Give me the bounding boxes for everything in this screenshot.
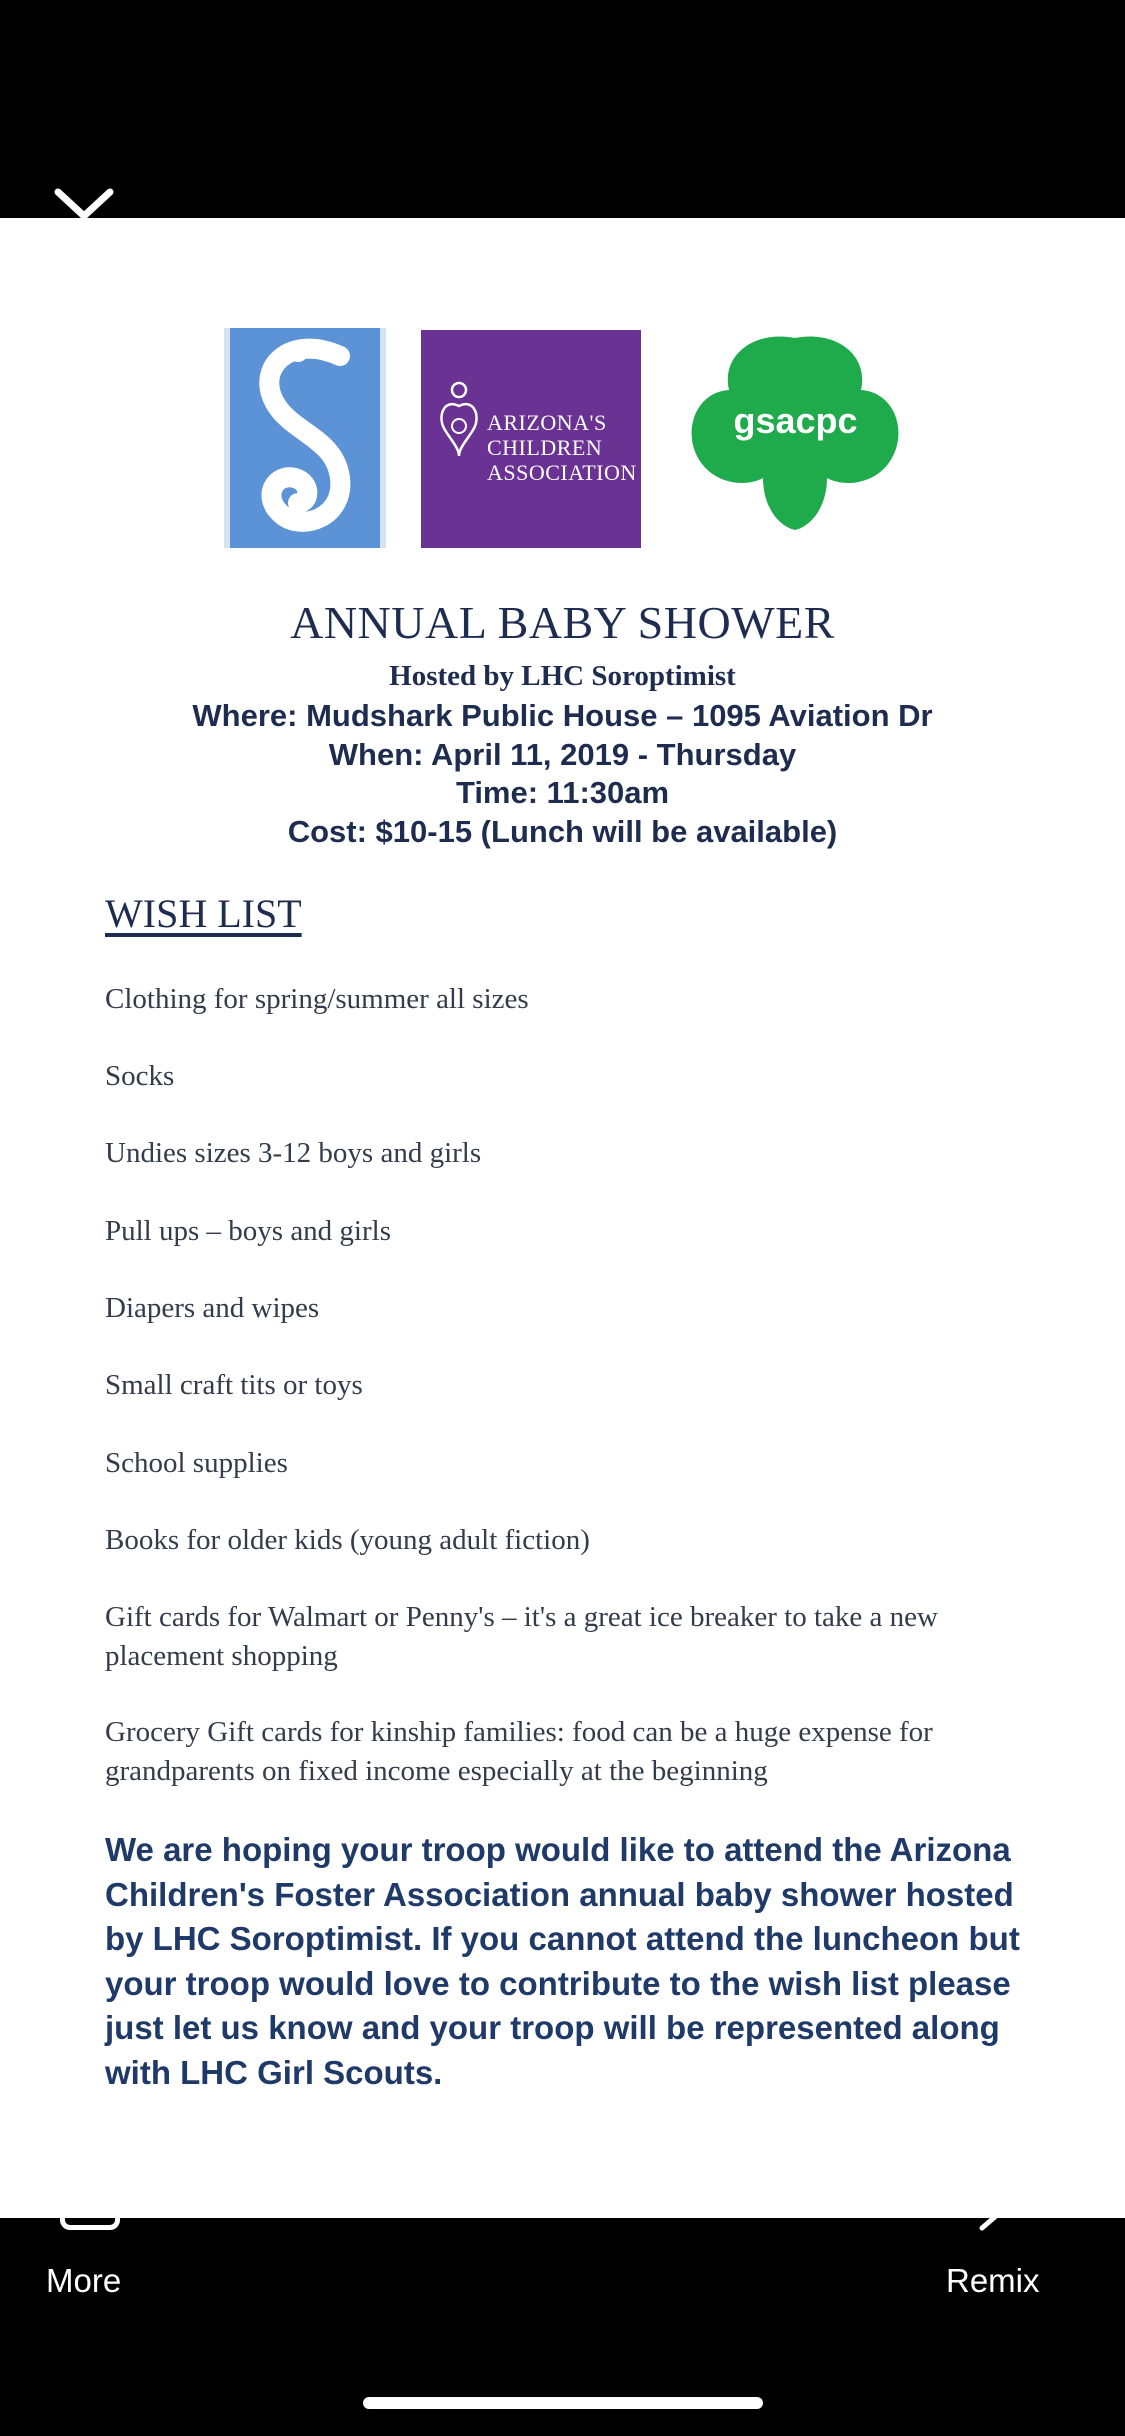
more-button[interactable]: More <box>46 2262 122 2299</box>
wish-list-item: Gift cards for Walmart or Penny's – it's a great ice breaker to take a new placement shopping <box>105 1601 938 1672</box>
wish-list-item: Books for older kids (young adult fiction) <box>105 1524 590 1556</box>
event-host: Hosted by LHC Soroptimist <box>389 660 736 692</box>
wish-list-item: Pull ups – boys and girls <box>105 1215 391 1247</box>
flyer-image <box>0 218 1125 2218</box>
wish-list-item: School supplies <box>105 1447 288 1479</box>
gsacpc-logo-text: gsacpc <box>733 400 858 441</box>
logo-row <box>0 328 1125 553</box>
top-bar <box>0 0 1125 218</box>
event-cost: Cost: $10-15 (Lunch will be available) <box>287 814 838 849</box>
event-when: When: April 11, 2019 - Thursday <box>328 737 797 772</box>
event-where: Where: Mudshark Public House – 1095 Aviation Dr <box>192 698 933 733</box>
soroptimist-logo <box>230 328 380 548</box>
arizonas-childrens-association-logo <box>421 330 641 548</box>
remix-button[interactable]: Remix <box>946 2262 1040 2299</box>
wish-list-item: Undies sizes 3-12 boys and girls <box>105 1137 482 1169</box>
wish-list-item: Clothing for spring/summer all sizes <box>105 983 529 1015</box>
heart-figure-icon <box>433 378 485 468</box>
wish-list-item: Diapers and wipes <box>105 1292 320 1324</box>
event-title: ANNUAL BABY SHOWER <box>290 597 835 648</box>
chevron-down-icon <box>52 186 116 226</box>
share-icon[interactable] <box>60 2218 120 2230</box>
aca-logo-text: ARIZONA'S CHILDREN ASSOCIATION <box>487 410 637 485</box>
wish-list-title: WISH LIST <box>105 891 302 936</box>
wish-list-item: Small craft tits or toys <box>105 1369 363 1401</box>
girl-scouts-logo <box>683 328 908 533</box>
soroptimist-s-icon <box>230 328 380 548</box>
remix-icon[interactable] <box>978 2210 1000 2232</box>
wish-list-item: Grocery Gift cards for kinship families: food can be a huge expense for grandparents on fixed income especially at the beginning <box>105 1716 933 1787</box>
home-indicator[interactable] <box>363 2397 763 2409</box>
close-button[interactable] <box>52 186 116 226</box>
wish-list-item: Socks <box>105 1060 175 1092</box>
closing-message: We are hoping your troop would like to attend the Arizona Children's Foster Association annual baby shower hosted by LHC Soroptimist. If you cannot attend the luncheon but your troop would love to contribute to the wish list please just let us know and your troop will be represented along with LHC Girl Scouts. <box>105 1831 1020 2091</box>
event-time: Time: 11:30am <box>455 775 670 810</box>
